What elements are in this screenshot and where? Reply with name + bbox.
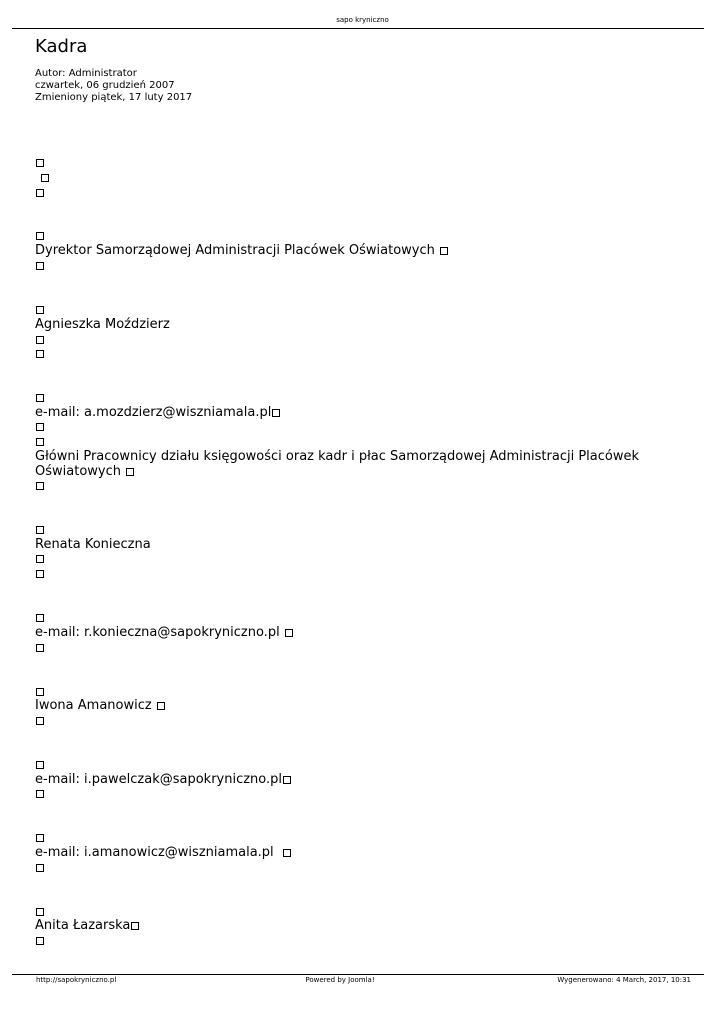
- placeholder-line: [35, 566, 44, 581]
- missing-glyph-icon: [36, 394, 44, 402]
- accounting-heading-line2: [35, 464, 134, 479]
- missing-glyph-icon: [36, 570, 44, 578]
- placeholder-line: [35, 610, 44, 625]
- staff-email: e-mail: r.konieczna@sapokryniczno.pl: [35, 625, 280, 640]
- placeholder-line: [35, 434, 44, 449]
- staff-name-line: [35, 698, 165, 713]
- missing-glyph-icon: [36, 306, 44, 314]
- missing-glyph-icon: [157, 702, 165, 710]
- placeholder-line: [35, 390, 44, 405]
- accounting-heading-line1: Główni Pracownicy działu księgowości oraz kadr i płac Samorządowej Administracji Placówek: [35, 449, 640, 464]
- missing-glyph-icon: [36, 614, 44, 622]
- missing-glyph-icon: [36, 937, 44, 945]
- placeholder-line: [35, 522, 44, 537]
- missing-glyph-icon: [283, 776, 291, 784]
- director-title: Dyrektor Samorządowej Administracji Placówek Oświatowych: [35, 243, 435, 258]
- author-line: Autor: Administrator: [35, 68, 137, 79]
- missing-glyph-icon: [36, 159, 44, 167]
- staff-email-line: [35, 845, 291, 860]
- missing-glyph-icon: [36, 555, 44, 563]
- missing-glyph-icon: [36, 761, 44, 769]
- footer-url[interactable]: http://sapokryniczno.pl: [36, 976, 117, 984]
- missing-glyph-icon: [36, 864, 44, 872]
- missing-glyph-icon: [131, 922, 139, 930]
- placeholder-line: [35, 933, 44, 948]
- placeholder-line: [35, 713, 44, 728]
- staff-email-line: [35, 772, 291, 787]
- missing-glyph-icon: [36, 834, 44, 842]
- missing-glyph-icon: [36, 908, 44, 916]
- footer-divider: [12, 974, 704, 975]
- missing-glyph-icon: [36, 262, 44, 270]
- missing-glyph-icon: [36, 232, 44, 240]
- missing-glyph-icon: [36, 644, 44, 652]
- placeholder-line: [35, 155, 44, 170]
- staff-name: Iwona Amanowicz: [35, 698, 152, 713]
- placeholder-line: [35, 302, 44, 317]
- missing-glyph-icon: [440, 247, 448, 255]
- director-title-line: [35, 243, 448, 258]
- created-date: czwartek, 06 grudzień 2007: [35, 80, 175, 91]
- modified-date: Zmieniony piątek, 17 luty 2017: [35, 92, 193, 103]
- footer-generated-date: Wygenerowano: 4 March, 2017, 10:31: [557, 976, 691, 984]
- page-title: Kadra: [35, 36, 88, 57]
- missing-glyph-icon: [36, 790, 44, 798]
- placeholder-line: [35, 830, 44, 845]
- missing-glyph-icon: [36, 717, 44, 725]
- missing-glyph-icon: [36, 526, 44, 534]
- footer-powered-by: Powered by Joomla!: [305, 976, 375, 984]
- missing-glyph-icon: [36, 423, 44, 431]
- missing-glyph-icon: [36, 482, 44, 490]
- placeholder-line: [35, 904, 44, 919]
- staff-name: Anita Łazarska: [35, 918, 131, 933]
- missing-glyph-icon: [272, 409, 280, 417]
- staff-name-line: [35, 918, 139, 933]
- header-divider: [12, 28, 704, 29]
- accounting-heading-cont: Oświatowych: [35, 464, 121, 479]
- placeholder-line: [35, 640, 44, 655]
- placeholder-line: [35, 684, 44, 699]
- placeholder-line: [35, 860, 44, 875]
- header-site-name: sapo kryniczno: [336, 16, 389, 24]
- staff-email: e-mail: i.pawelczak@sapokryniczno.pl: [35, 772, 283, 787]
- placeholder-line: [35, 228, 44, 243]
- placeholder-line: [35, 757, 44, 772]
- placeholder-line: [35, 332, 44, 347]
- missing-glyph-icon: [36, 189, 44, 197]
- missing-glyph-icon: [285, 629, 293, 637]
- placeholder-line: [35, 258, 44, 273]
- missing-glyph-icon: [41, 174, 49, 182]
- missing-glyph-icon: [126, 468, 134, 476]
- staff-email: e-mail: i.amanowicz@wiszniamala.pl: [35, 845, 274, 860]
- placeholder-line: [35, 419, 44, 434]
- missing-glyph-icon: [36, 336, 44, 344]
- placeholder-line: [35, 185, 44, 200]
- director-email-line: [35, 405, 280, 420]
- director-name: Agnieszka Moździerz: [35, 317, 170, 332]
- staff-name: Renata Konieczna: [35, 537, 151, 552]
- missing-glyph-icon: [36, 350, 44, 358]
- staff-email-line: [35, 625, 293, 640]
- missing-glyph-icon: [283, 849, 291, 857]
- placeholder-line: [35, 786, 44, 801]
- placeholder-line: [35, 478, 44, 493]
- placeholder-line: [35, 551, 44, 566]
- missing-glyph-icon: [36, 438, 44, 446]
- placeholder-line: [40, 170, 49, 185]
- missing-glyph-icon: [36, 688, 44, 696]
- placeholder-line: [35, 346, 44, 361]
- director-email: e-mail: a.mozdzierz@wiszniamala.pl: [35, 405, 272, 420]
